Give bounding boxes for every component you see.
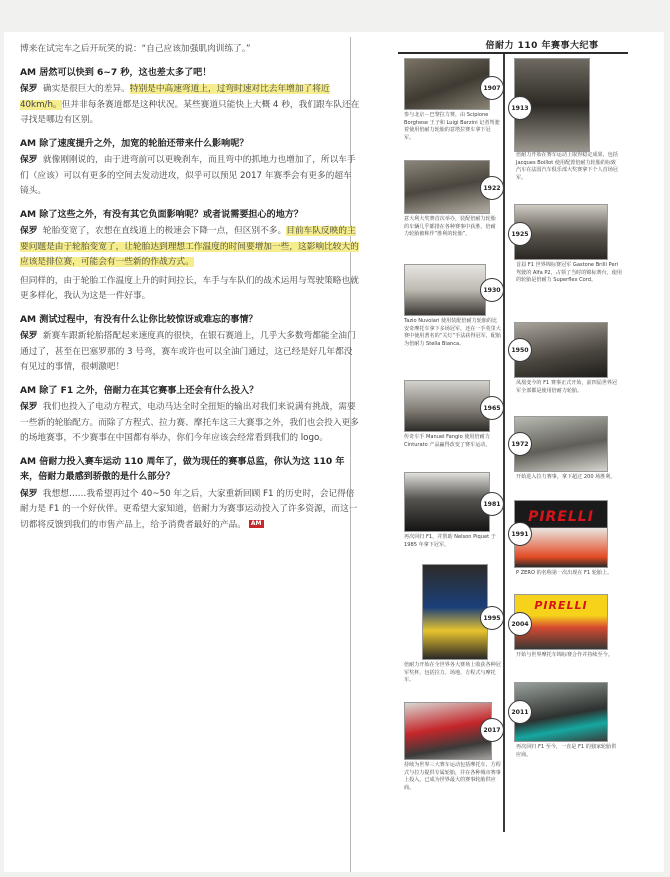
answer-text: 新赛车跟新轮胎搭配起来速度真的很快，在银石赛道上，几乎大多数弯都能全油门通过了，甚至在巴塞罗那的 3 号弯，赛车或许也可以全油门通过，这已经是好几年都没有见过的事情，很刺激吧！ xyxy=(20,331,356,372)
speaker-label: 保罗 xyxy=(20,488,38,499)
timeline-title: 倍耐力 110 年赛事大纪事 xyxy=(485,41,599,51)
answer-paragraph xyxy=(20,487,360,534)
timeline-caption: 首届 F1 世界锦标赛冠军 Gastone Brilli Peri 驾驶的 Alfa P2，占领了当时的锦标赛台，使用的轮胎是倍耐力 Superflex Cord。 xyxy=(516,262,622,284)
question-heading: AM 除了速度提升之外，加宽的轮胎还带来什么影响呢？ xyxy=(20,138,249,149)
timeline-caption: 参与北京－巴黎拉力赛，由 Scipione Borghese 王子和 Luigi Barzini 记者驾驶着使用倍耐力轮胎的意塔拉赛车拿下冠军。 xyxy=(404,112,500,141)
timeline-caption: 凤凰变今的 F1 赛事正式开始，前四届世界冠军全部都是使用倍耐力轮胎。 xyxy=(516,380,618,394)
speaker-label: 保罗 xyxy=(20,402,38,412)
year-badge: 1922 xyxy=(480,176,504,200)
timeline-caption: 倍耐力开始在赛车运动上取得稳定成果，包括 Jacques Boillot 使用配置倍耐力轮胎的标致汽车在法国汽车俱乐部大奖赛拿下个人首场冠军。 xyxy=(516,152,618,181)
timeline-caption: 意大利大奖赛首次举办，装配倍耐力轮胎的车辆几乎都排在各种赛事中获胜，倍耐力轮胎被称作“胜利的轮胎”。 xyxy=(404,216,496,238)
answer-paragraph xyxy=(20,82,360,129)
year-badge: 1965 xyxy=(480,396,504,420)
photo-1995 xyxy=(422,564,488,660)
highlighted-text: 目前车队反映的主要问题是由于轮胎变宽了，让轮胎达到理想工作温度的时间要增加一些，这影响比较大的应该是排位赛，可能会有一些新的作战方式。 xyxy=(20,226,359,267)
question-heading: AM 测试过程中，有没有什么让你比较惊讶或难忘的事情？ xyxy=(20,314,258,325)
timeline-caption: Tazio Nuvolari 使用装配倍耐力轮胎的比安奇摩托车拿下多场冠军，还在一手英里大赛中使用著名的“关灯”手法获得冠军，配胎为倍耐力 Stella Bianca。 xyxy=(404,318,501,347)
question-heading: AM 倍耐力投入赛车运动 110 周年了，做为现任的赛事总监，你认为这 110 年来，倍耐力最感到骄傲的是什么部分？ xyxy=(20,456,345,482)
pirelli-logo: PIRELLI xyxy=(528,509,594,525)
year-badge: 1995 xyxy=(480,606,504,630)
answer-paragraph: 但同样的，由于轮胎工作温度上升的时间拉长，车手与车队们的战术运用与驾驶策略也就更多样化，我认为这是一件好事。 xyxy=(20,275,359,301)
timeline-caption: P ZERO 的名称第一次出现在 F1 轮胎上。 xyxy=(516,570,613,576)
answer-paragraph xyxy=(20,153,360,200)
timeline-caption: 传奇车手 Manuel Fangio 使用倍耐力 Cinturato 产品赢得改变了赛车运动。 xyxy=(404,434,491,448)
photo-1922 xyxy=(404,160,490,214)
answer-text: 就像刚刚说的，由于进弯前可以更晚刹车，而且弯中的抓地力也增加了，所以车手们（应该）可以有更多的空间去发动进攻，似乎可以预见 2017 年赛季会有更多的超车镜头。 xyxy=(20,155,356,196)
year-badge: 1991 xyxy=(508,522,532,546)
answer-paragraph xyxy=(20,224,360,271)
year-badge: 1925 xyxy=(508,222,532,246)
answer-paragraph xyxy=(20,400,360,447)
paragraph: 博来在试完车之后开玩笑的说：“自己应该加强肌肉训练了。” xyxy=(20,44,251,54)
year-badge: 1907 xyxy=(480,76,504,100)
year-badge: 1913 xyxy=(508,96,532,120)
end-mark: AM xyxy=(250,520,262,527)
speaker-label: 保罗 xyxy=(20,155,38,165)
year-badge: 1930 xyxy=(480,278,504,302)
year-badge: 2011 xyxy=(508,700,532,724)
interview-column xyxy=(20,42,360,536)
year-badge: 2017 xyxy=(480,718,504,742)
photo-1981 xyxy=(404,472,490,532)
answer-text: 确实是很巨大的差异。 xyxy=(42,84,130,94)
question-heading: AM 除了 F1 之外，倍耐力在其它赛事上还会有什么投入？ xyxy=(20,385,259,396)
photo-2017 xyxy=(404,702,492,760)
pirelli-logo: PIRELLI xyxy=(534,599,588,612)
photo-1930 xyxy=(404,264,486,316)
photo-1965 xyxy=(404,380,490,432)
timeline-caption: 持续为世界三大赛车运动包括摩托车、方程式与拉力提供专属轮胎，并在各种城市赛事上投入，已成为世界最大的赛事轮胎供应商。 xyxy=(404,762,501,791)
highlighted-text: 特别是中高速弯道上，过弯时速对比去年增加了将近 40km/h。 xyxy=(20,84,330,110)
speaker-label: 保罗 xyxy=(20,331,38,341)
question-heading: AM 除了这些之外，有没有其它负面影响呢？或者说需要担心的地方？ xyxy=(20,209,303,220)
timeline-axis xyxy=(503,54,505,832)
answer-text: 但并非每条赛道都是这种状况。某些赛道只能快上大概 4 秒，我们跟车队还在寻找是哪边有区别。 xyxy=(20,99,360,125)
timeline-caption: 再次回归 F1 至今，一直是 F1 的独家轮胎供应商。 xyxy=(516,744,617,758)
answer-text: 我们也投入了电动方程式，电动马达全时全扭矩的输出对我们来说满有挑战，需要一些新的轮胎配方。而除了方程式、拉力赛、摩托车这三大赛事之外，我们也会投入更多的场地赛事，不少赛事在中国都有举办，你们今年应该会经常看到我们的 logo。 xyxy=(20,402,359,443)
year-badge: 1981 xyxy=(480,492,504,516)
speaker-label: 保罗 xyxy=(20,84,38,94)
year-badge: 2004 xyxy=(508,612,532,636)
timeline-caption: 开始与世界摩托车锦标赛合作并持续至今。 xyxy=(516,652,613,658)
answer-paragraph xyxy=(20,329,360,376)
answer-text: 我想想……我希望再过个 40~50 年之后，大家重新回顾 F1 的历史时，会记得倍耐力是 F1 的一个好伙伴。更希望大家知道，倍耐力为赛事运动投入了许多资源，而这一切都将反馈到我们的市售产品上，给予消费者最好的产品。 xyxy=(20,488,358,530)
timeline-caption: 再次回归 F1，并帮助 Nelson Piquet 于 1985 年拿下冠军。 xyxy=(404,534,496,548)
answer-text: 轮胎变宽了，农想在直线道上的极速会下降一点，但区别不多。 xyxy=(42,226,287,236)
photo-1907 xyxy=(404,58,490,110)
magazine-page xyxy=(4,32,664,872)
question-heading: AM 居然可以快到 6~7 秒，这也差太多了吧！ xyxy=(20,67,212,78)
timeline-caption: 倍耐力开始在全世界各大赛场上收获各种冠军奖杯，包括拉力、场地、方程式与摩托车。 xyxy=(404,662,501,684)
year-badge: 1950 xyxy=(508,338,532,362)
year-badge: 1972 xyxy=(508,432,532,456)
timeline-caption: 开始进入拉力赛事，拿下超过 200 场胜利。 xyxy=(516,474,616,480)
timeline-column xyxy=(396,32,664,872)
title-rule xyxy=(398,52,628,54)
speaker-label: 保罗 xyxy=(20,226,38,236)
